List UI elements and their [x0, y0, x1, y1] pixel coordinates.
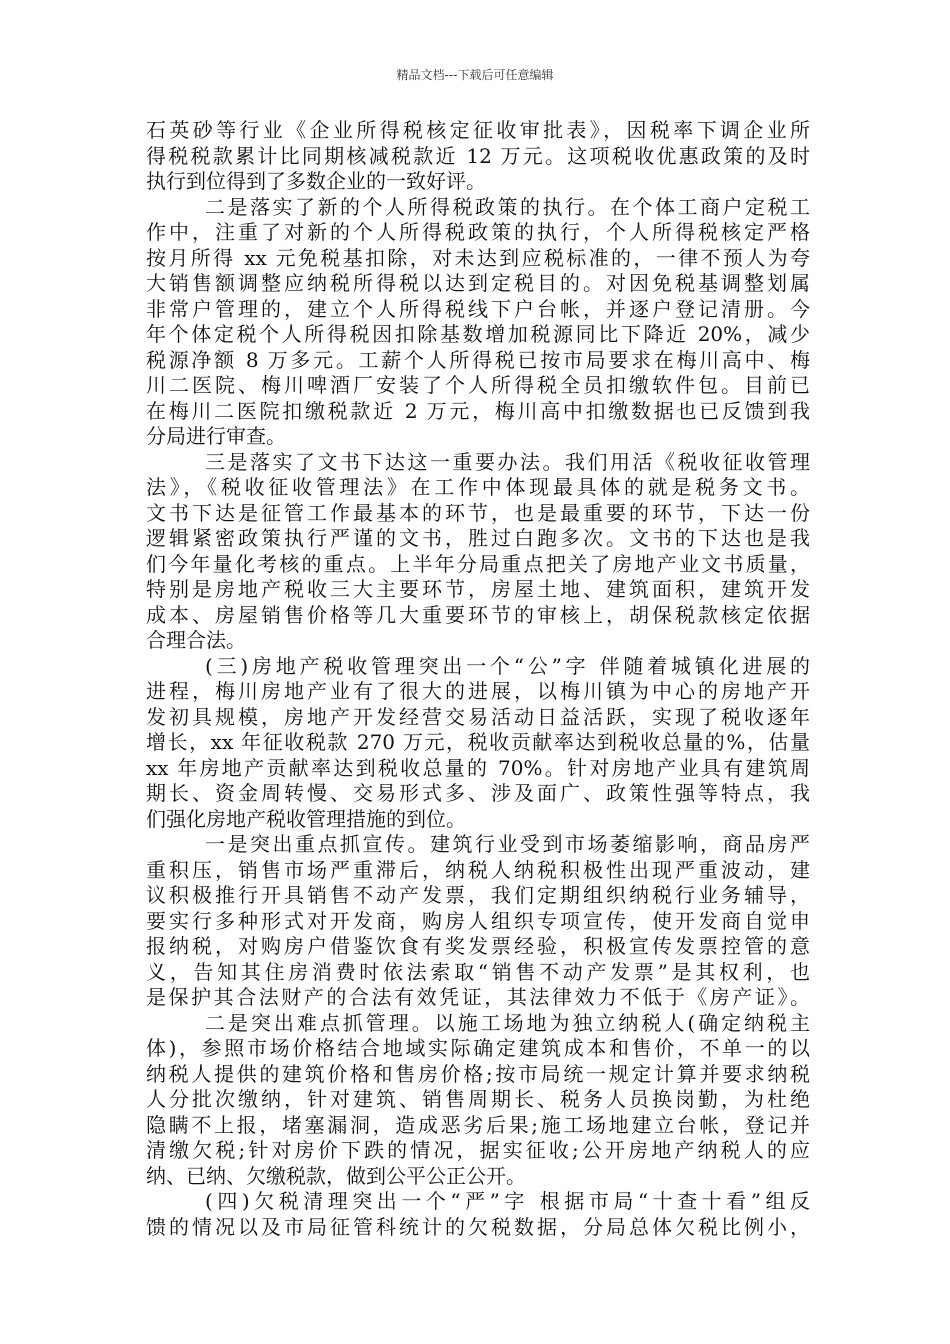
- text-line: 在梅川二医院扣缴税款近 2 万元，梅川高中扣缴数据也已反馈到我: [146, 398, 810, 423]
- text-line: 清缴欠税;针对房价下跌的情况，据实征收;公开房地产纳税人的应: [146, 1138, 810, 1162]
- text-line: 作中，注重了对新的个人所得税政策的执行，个人所得税核定严格: [146, 220, 810, 244]
- text-line: 要实行多种形式对开发商，购房人组织专项宣传，使开发商自觉申: [146, 908, 810, 933]
- text-line: 大销售额调整应纳税所得税以达到定税目的。对因免税基调整划属: [146, 271, 810, 295]
- page-header: 精品文档---下载后可任意编辑: [396, 68, 554, 82]
- text-line: 馈的情况以及市局征管科统计的欠税数据，分局总体欠税比例小，: [146, 1214, 810, 1239]
- text-line: 重积压，销售市场严重滞后，纳税人纳税积极性出现严重波动，建: [146, 857, 810, 882]
- text-line: 分局进行审查。: [146, 424, 286, 448]
- text-line: (三)房地产税收管理突出一个“公”字 伴随着城镇化进展的: [205, 653, 810, 678]
- text-line: 成本、房屋销售价格等几大重要环节的审核上，胡保税款核定依据: [146, 602, 810, 627]
- text-line: 三是落实了文书下达这一重要办法。我们用活《税收征收管理: [205, 449, 810, 474]
- text-line: 体)，参照市场价格结合地域实际确定建筑成本和售价，不单一的以: [146, 1036, 810, 1060]
- document-body: [146, 118, 810, 1240]
- text-line: 纳、已纳、欠缴税款，做到公平公正公开。: [146, 1163, 526, 1188]
- text-line: 人分批次缴纳，针对建筑、销售周期长、税务人员换岗勤，为杜绝: [146, 1087, 810, 1111]
- text-line: 合理合法。: [146, 628, 246, 652]
- text-line: 增长，xx 年征收税款 270 万元，税收贡献率达到税收总量的%，估量: [146, 730, 810, 754]
- text-line: 非常户管理的，建立个人所得税线下户台帐，并逐户登记清册。今: [146, 296, 810, 321]
- text-line: 石英砂等行业《企业所得税核定征收审批表》，因税率下调企业所: [146, 118, 810, 142]
- text-line: 二是突出难点抓管理。以施工场地为独立纳税人(确定纳税主: [205, 1010, 810, 1035]
- text-line: 文书下达是征管工作最基本的环节，也是最重要的环节，下达一份: [146, 500, 810, 525]
- text-line: 逻辑紧密政策执行严谨的文书，胜过白跑多次。文书的下达也是我: [146, 526, 810, 550]
- text-line: 执行到位得到了多数企业的一致好评。: [146, 169, 486, 193]
- text-line: 们强化房地产税收管理措施的到位。: [146, 806, 466, 831]
- text-line: 期长、资金周转慢、交易形式多、涉及面广、政策性强等特点，我: [146, 781, 810, 805]
- text-line: 是保护其合法财产的合法有效凭证，其法律效力不低于《房产证》。: [146, 985, 810, 1009]
- text-line: 税源净额 8 万多元。工薪个人所得税已按市局要求在梅川高中、梅: [146, 347, 810, 372]
- text-line: 特别是房地产税收三大主要环节，房屋土地、建筑面积，建筑开发: [146, 577, 810, 601]
- text-line: 一是突出重点抓宣传。建筑行业受到市场萎缩影响，商品房严: [205, 832, 810, 856]
- text-line: (四)欠税清理突出一个“严”字 根据市局“十查十看”组反: [205, 1189, 810, 1213]
- text-line: 法》，《税收征收管理法》在工作中体现最具体的就是税务文书。: [146, 475, 810, 499]
- text-line: 年个体定税个人所得税因扣除基数增加税源同比下降近 20%，减少: [146, 322, 810, 346]
- text-line: 隐瞒不上报，堵塞漏洞，造成恶劣后果;施工场地建立台帐，登记并: [146, 1112, 810, 1137]
- text-line: 们今年量化考核的重点。上半年分局重点把关了房地产业文书质量，: [146, 551, 810, 576]
- text-line: 得税税款累计比同期核减税款近 12 万元。这项税收优惠政策的及时: [146, 143, 810, 168]
- text-line: 义，告知其住房消费时依法索取“销售不动产发票”是其权利，也: [146, 959, 810, 984]
- text-line: 报纳税，对购房户借鉴饮食有奖发票经验，积极宣传发票控管的意: [146, 934, 810, 958]
- text-line: 二是落实了新的个人所得税政策的执行。在个体工商户定税工: [205, 194, 810, 219]
- text-line: 按月所得 xx 元免税基扣除，对未达到应税标准的，一律不预人为夸: [146, 245, 810, 270]
- text-line: xx 年房地产贡献率达到税收总量的 70%。针对房地产业具有建筑周: [146, 755, 810, 780]
- text-line: 发初具规模，房地产开发经营交易活动日益活跃，实现了税收逐年: [146, 704, 810, 729]
- text-line: 川二医院、梅川啤酒厂安装了个人所得税全员扣缴软件包。目前已: [146, 373, 810, 397]
- text-line: 议积极推行开具销售不动产发票，我们定期组织纳税行业务辅导，: [146, 883, 810, 907]
- text-line: 纳税人提供的建筑价格和售房价格;按市局统一规定计算并要求纳税: [146, 1061, 810, 1086]
- text-line: 进程，梅川房地产业有了很大的进展，以梅川镇为中心的房地产开: [146, 679, 810, 703]
